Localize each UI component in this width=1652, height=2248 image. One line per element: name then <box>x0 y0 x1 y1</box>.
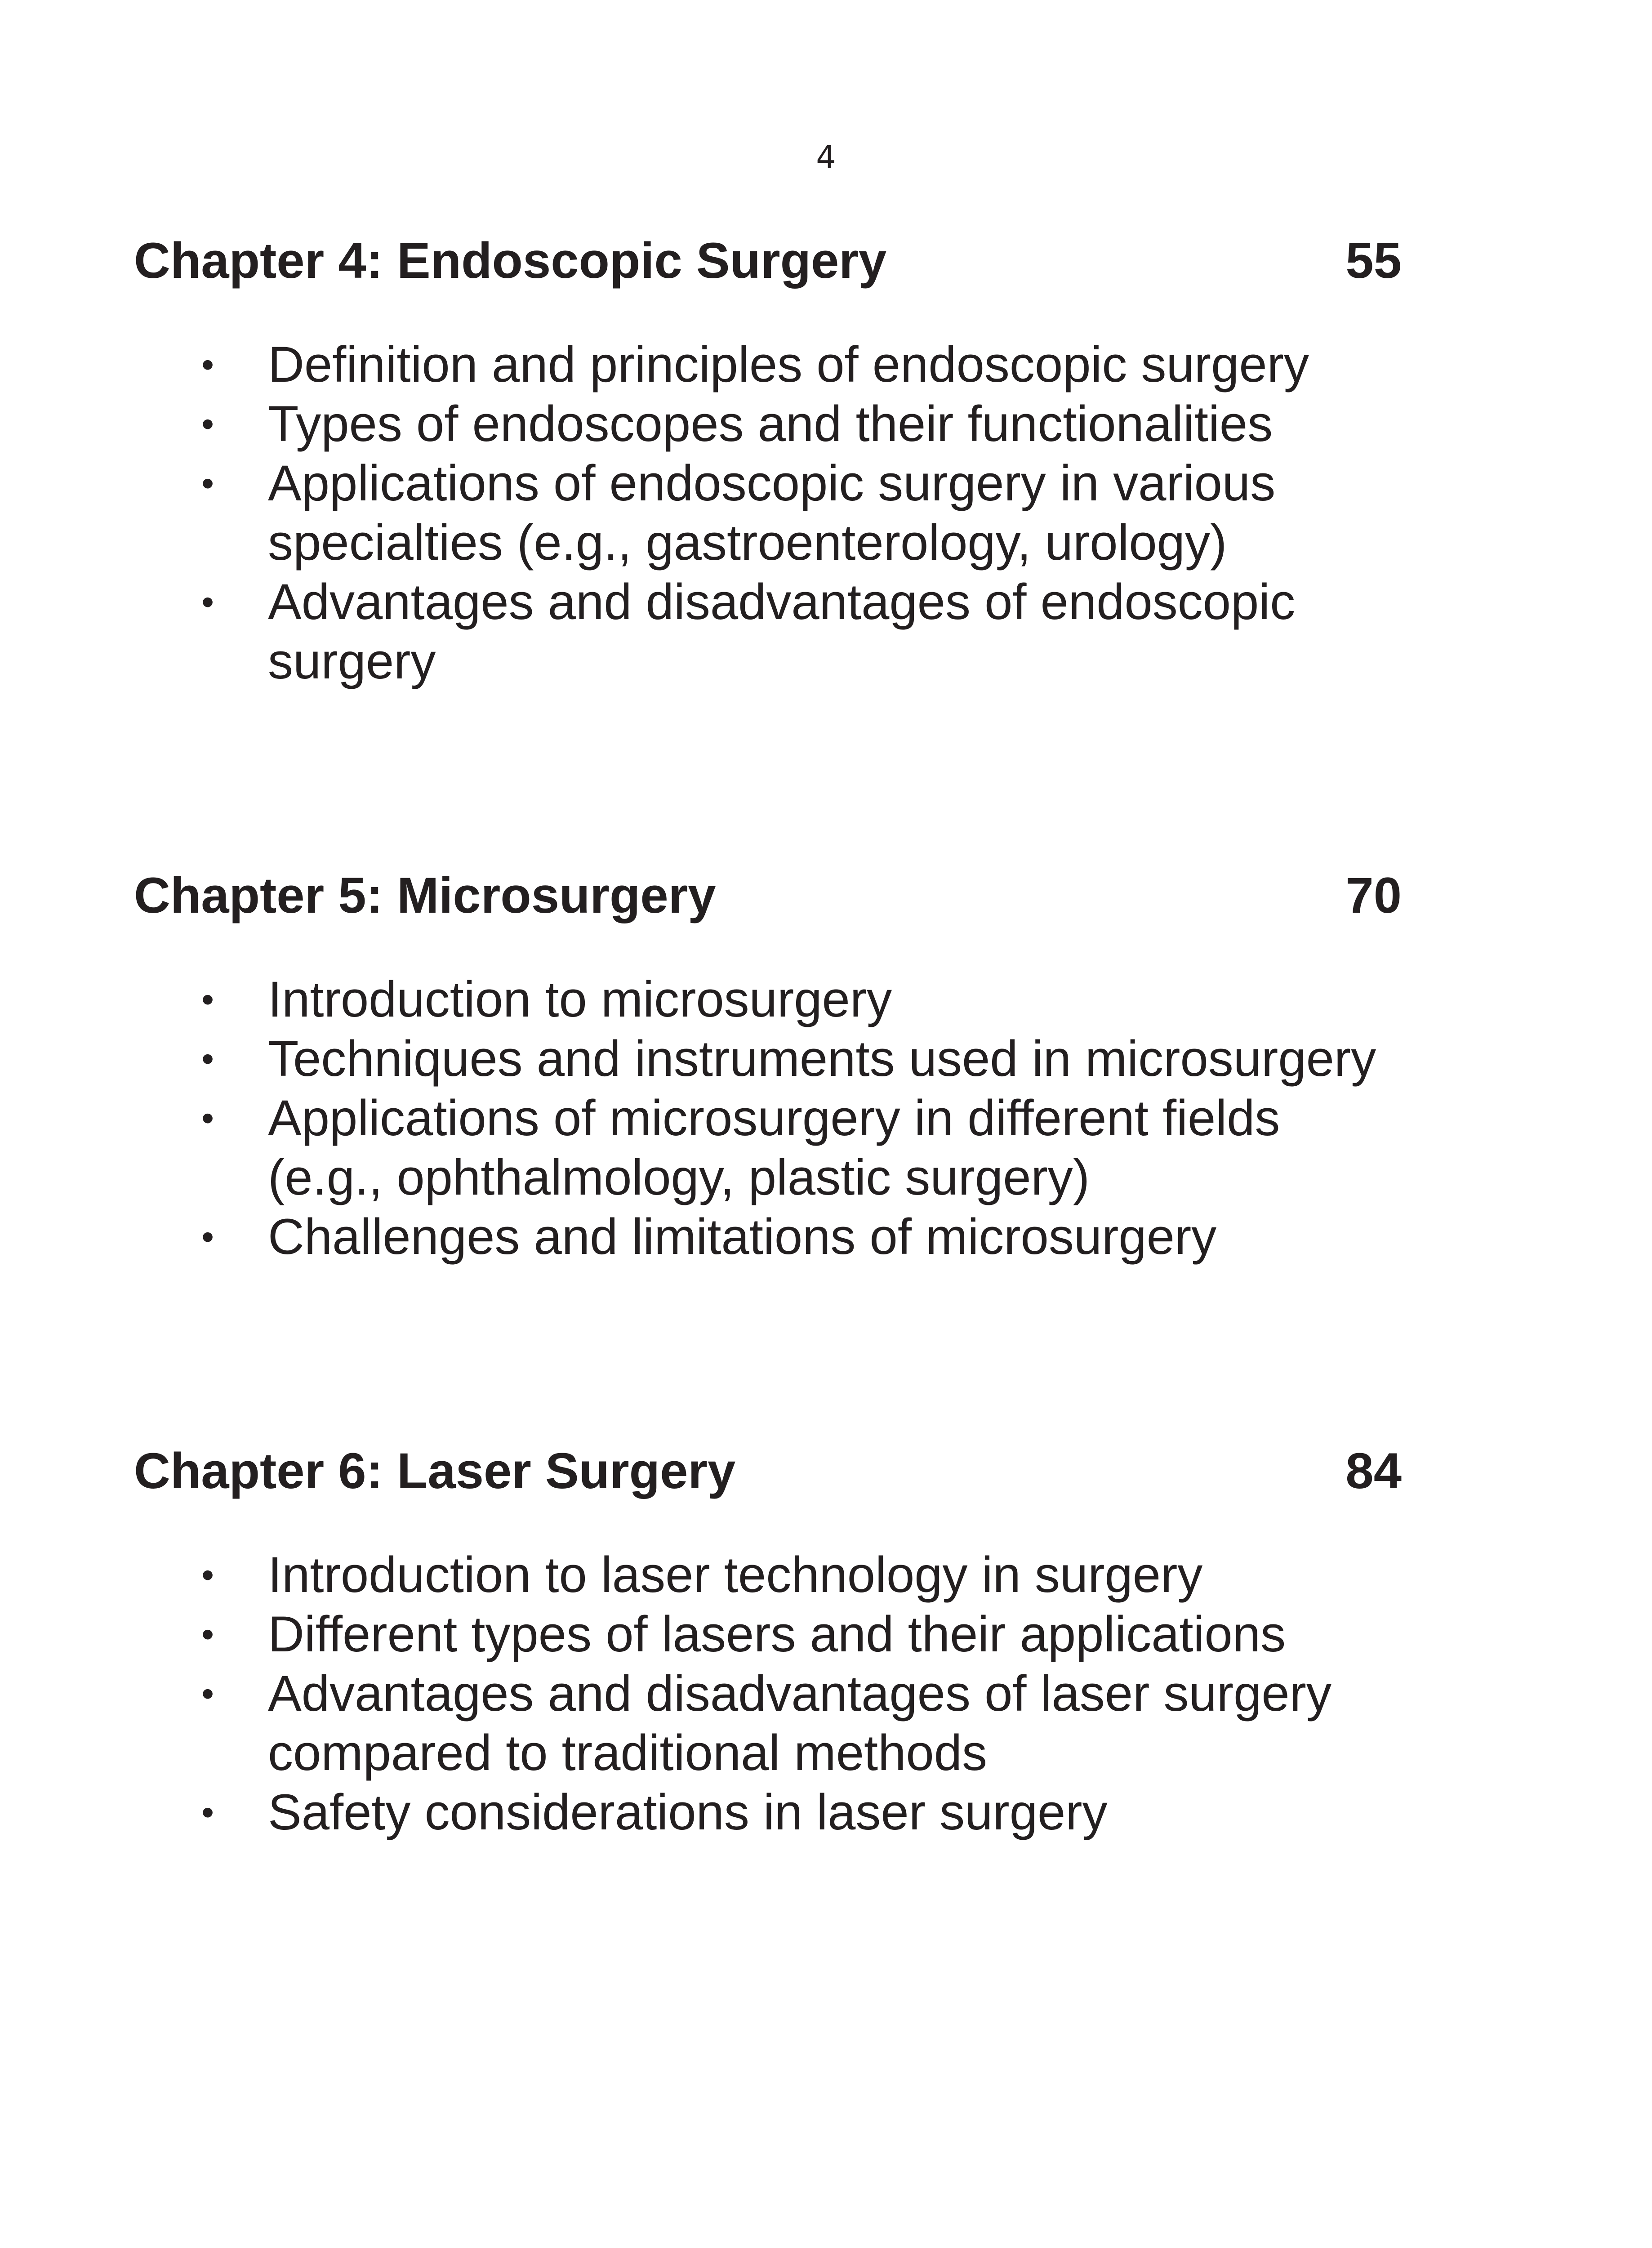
bullet-icon: • <box>201 1217 214 1257</box>
chapter-page-number: 55 <box>1345 232 1402 289</box>
topic-list <box>134 1545 1402 1842</box>
topic-text: Challenges and limitations of microsurgery <box>268 1209 1217 1265</box>
topic-item <box>134 335 1402 394</box>
bullet-icon: • <box>201 1673 214 1713</box>
bullet-icon: • <box>201 404 214 444</box>
bullet-icon: • <box>201 1555 214 1595</box>
bullet-icon: • <box>201 582 214 622</box>
topic-item <box>134 1664 1402 1783</box>
bullet-icon: • <box>201 1614 214 1654</box>
chapter-page-number: 70 <box>1345 867 1402 923</box>
chapter-title: Chapter 6: Laser Surgery <box>134 1443 736 1499</box>
topic-item <box>134 1088 1402 1207</box>
topic-text: Different types of lasers and their applications <box>268 1606 1286 1662</box>
topic-text: Introduction to laser technology in surgery <box>268 1547 1203 1603</box>
topic-item <box>134 1545 1402 1605</box>
topic-text: Advantages and disadvantages of endoscopic surgery <box>268 574 1296 689</box>
chapter-title: Chapter 4: Endoscopic Surgery <box>134 232 887 289</box>
topic-text: Definition and principles of endoscopic surgery <box>268 336 1309 393</box>
bullet-icon: • <box>201 1039 214 1079</box>
chapter-heading <box>134 862 1402 929</box>
chapter-5-section <box>134 862 1402 1267</box>
topic-text: Applications of microsurgery in different fields (e.g., ophthalmology, plastic surgery) <box>268 1090 1280 1205</box>
topic-text: Techniques and instruments used in microsurgery <box>268 1030 1376 1087</box>
topic-text: Introduction to microsurgery <box>268 971 892 1027</box>
topic-item <box>134 1783 1402 1842</box>
topic-item <box>134 1029 1402 1088</box>
topic-item <box>134 1605 1402 1664</box>
bullet-icon: • <box>201 979 214 1019</box>
chapter-4-section <box>134 227 1402 691</box>
topic-item <box>134 394 1402 454</box>
topic-item <box>134 1207 1402 1267</box>
chapter-title: Chapter 5: Microsurgery <box>134 867 716 923</box>
topic-text: Safety considerations in laser surgery <box>268 1784 1108 1840</box>
topic-list <box>134 970 1402 1267</box>
chapter-6-section <box>134 1437 1402 1842</box>
chapter-heading <box>134 227 1402 294</box>
topic-list <box>134 335 1402 691</box>
topic-item <box>134 454 1402 572</box>
bullet-icon: • <box>201 1098 214 1138</box>
chapter-heading <box>134 1437 1402 1505</box>
topic-text: Applications of endoscopic surgery in various specialties (e.g., gastroenterology, urology) <box>268 455 1276 571</box>
topic-text: Advantages and disadvantages of laser surgery compared to traditional methods <box>268 1665 1331 1781</box>
page-number: 4 <box>816 139 836 176</box>
bullet-icon: • <box>201 463 214 503</box>
bullet-icon: • <box>201 344 214 384</box>
topic-item <box>134 572 1402 691</box>
topic-item <box>134 970 1402 1029</box>
topic-text: Types of endoscopes and their functionalities <box>268 396 1273 452</box>
chapter-page-number: 84 <box>1345 1443 1402 1499</box>
bullet-icon: • <box>201 1792 214 1832</box>
